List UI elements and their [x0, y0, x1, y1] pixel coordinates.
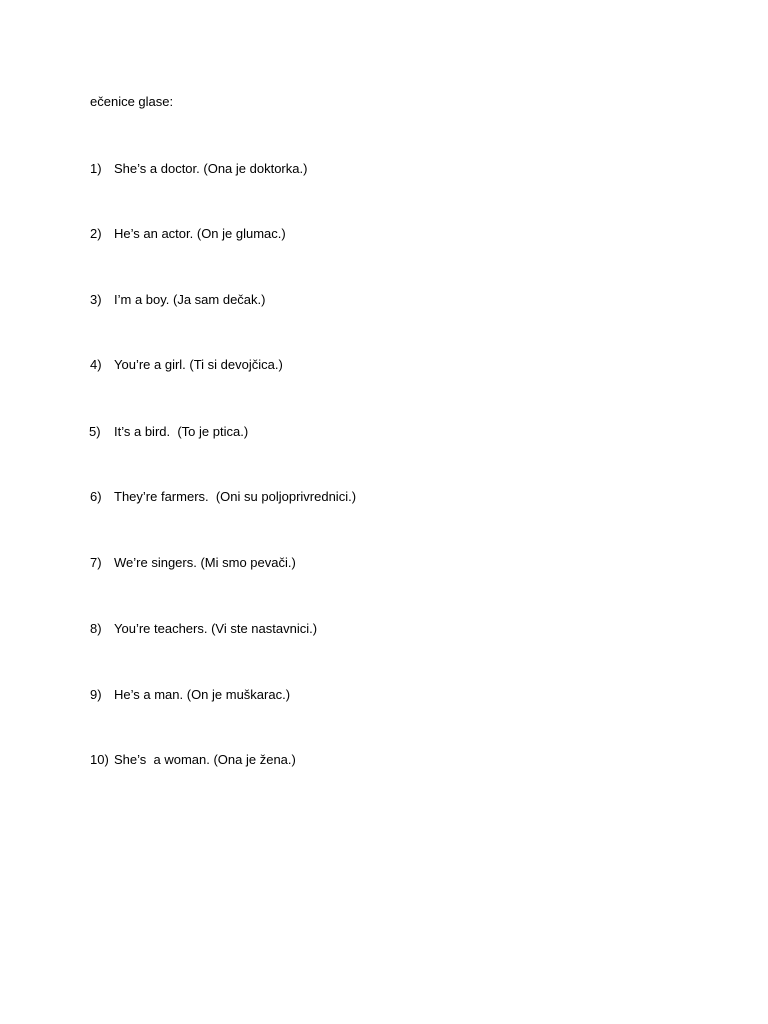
list-item-text: He’s a man. (On je muškarac.) — [114, 687, 291, 702]
list-item — [0, 292, 266, 308]
list-item-number: 2) — [90, 226, 102, 241]
list-item-text: It’s a bird. (To je ptica.) — [114, 424, 249, 439]
list-item — [0, 357, 283, 373]
list-item-text: We’re singers. (Mi smo pevači.) — [114, 555, 296, 570]
list-item-text: She’s a woman. (Ona je žena.) — [114, 752, 296, 767]
list-item-number: 4) — [90, 357, 102, 372]
document-heading: ečenice glase: — [90, 94, 174, 109]
list-item-text: I’m a boy. (Ja sam dečak.) — [114, 292, 266, 307]
list-item-number: 1) — [90, 161, 102, 176]
list-item-number: 5) — [89, 424, 101, 439]
list-item — [0, 226, 286, 242]
list-item — [0, 489, 357, 505]
list-item-text: She’s a doctor. (Ona je doktorka.) — [114, 161, 308, 176]
list-item-number: 6) — [90, 489, 102, 504]
list-item — [0, 687, 291, 703]
list-item-number: 8) — [90, 621, 102, 636]
list-item-number: 3) — [90, 292, 102, 307]
list-item — [0, 424, 249, 440]
list-item — [0, 752, 296, 768]
list-item — [0, 621, 318, 637]
list-item-text: They’re farmers. (Oni su poljoprivrednici.) — [114, 489, 357, 504]
list-item-text: He’s an actor. (On je glumac.) — [114, 226, 286, 241]
list-item — [0, 555, 296, 571]
list-item-number: 7) — [90, 555, 102, 570]
list-item — [0, 161, 308, 177]
list-item-number: 10) — [90, 752, 109, 767]
list-item-text: You’re a girl. (Ti si devojčica.) — [114, 357, 283, 372]
list-item-number: 9) — [90, 687, 102, 702]
list-item-text: You’re teachers. (Vi ste nastavnici.) — [114, 621, 318, 636]
